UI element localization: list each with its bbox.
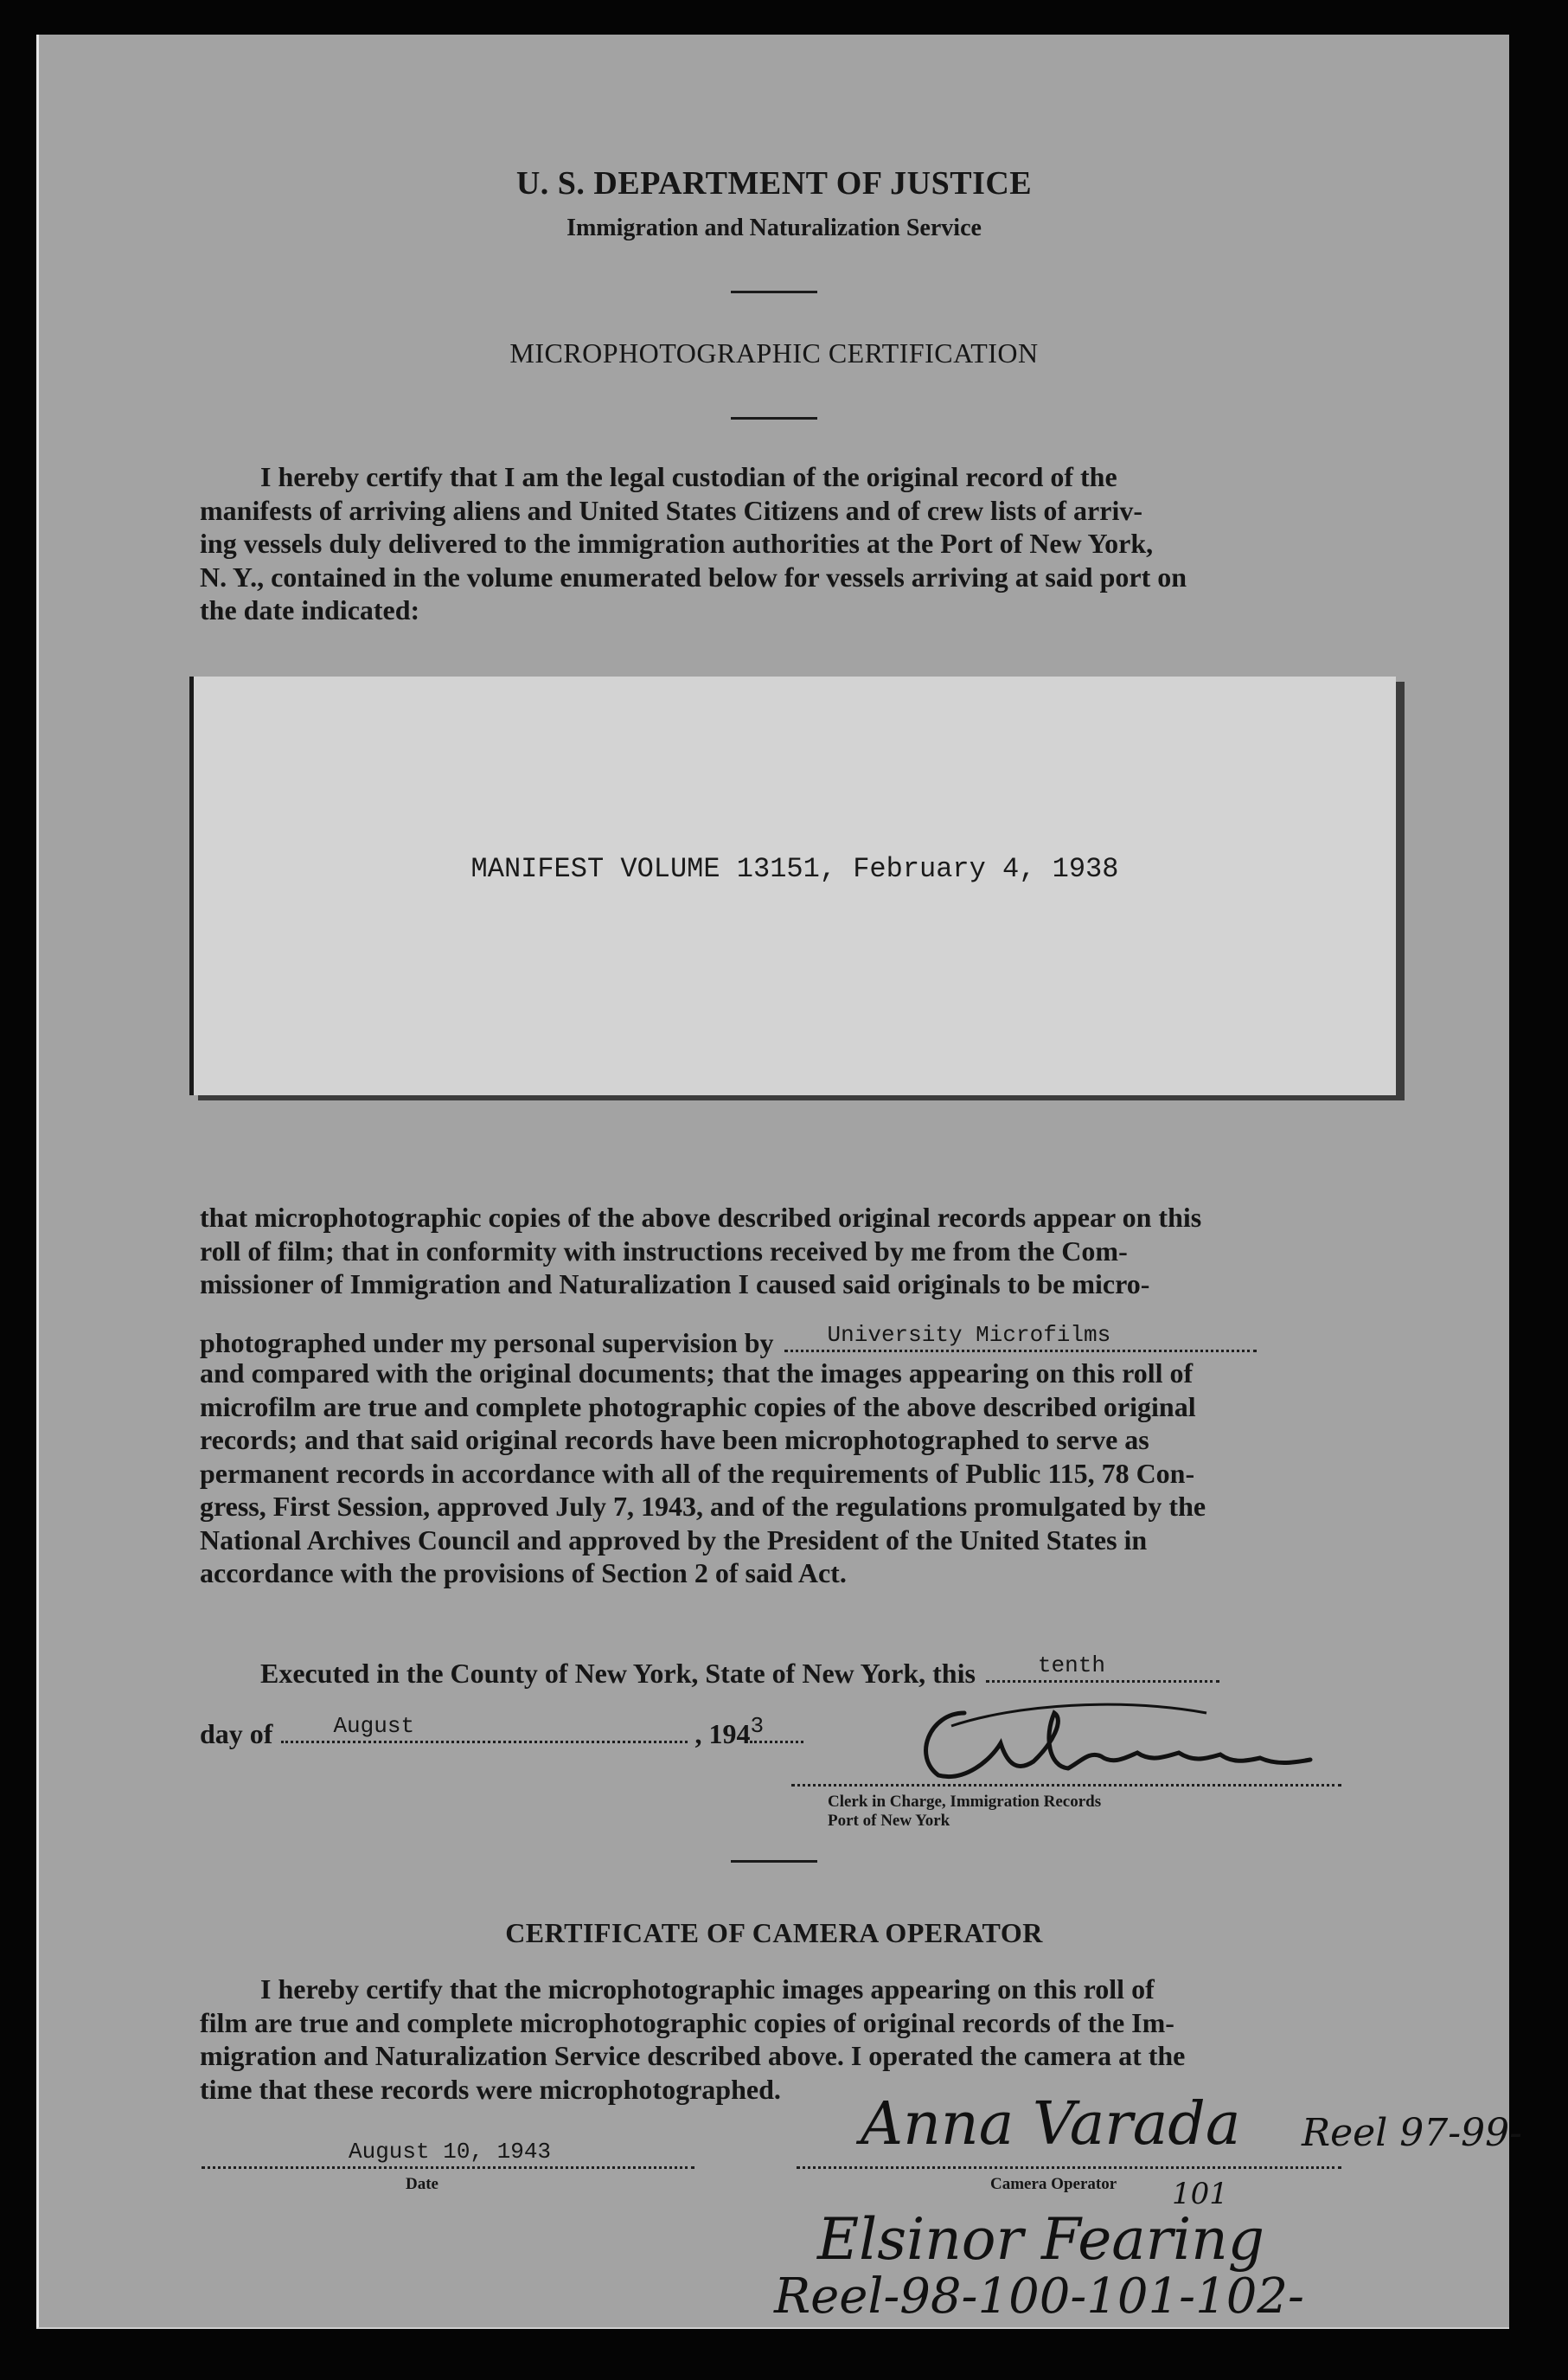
operator-signature-line [797, 2166, 1341, 2169]
day-of-label: day of [200, 1718, 273, 1749]
operator-date-field [202, 2137, 694, 2169]
supervision-prefix: photographed under my personal supervision by [200, 1327, 774, 1358]
body-paragraph-b [200, 1357, 1388, 1590]
intro-line: I hereby certify that I am the legal custodian of the original record of the [260, 461, 1117, 492]
year-comma: , [694, 1718, 709, 1749]
body-line: accordance with the provisions of Section 2 of said Act. [200, 1557, 847, 1588]
certification-title: MICROPHOTOGRAPHIC CERTIFICATION [509, 337, 1039, 369]
body-line: permanent records in accordance with all of the requirements of Public 115, 78 Con- [200, 1457, 1195, 1489]
operator-certificate-title: CERTIFICATE OF CAMERA OPERATOR [505, 1917, 1043, 1948]
operator-line: migration and Naturalization Service described above. I operated the camera at the [200, 2040, 1186, 2071]
operator-line: film are true and complete microphotographic copies of original records of the Im- [200, 2006, 1174, 2038]
body-line: gress, First Session, approved July 7, 1943, and of the regulations promulgated by the [200, 1491, 1206, 1522]
body-line: missioner of Immigration and Naturalization I caused said originals to be micro- [200, 1268, 1150, 1299]
body-line: National Archives Council and approved by the President of the United States in [200, 1524, 1148, 1556]
operator-handwritten-name: Anna Varada [861, 2090, 1241, 2159]
intro-paragraph [200, 460, 1388, 627]
divider [731, 291, 817, 293]
body-line: roll of film; that in conformity with instructions received by me from the Com- [200, 1235, 1128, 1267]
intro-line: manifests of arriving aliens and United States Citizens and of crew lists of arriv- [200, 494, 1142, 526]
clerk-title-line2: Port of New York [828, 1812, 950, 1830]
supervision-line [200, 1324, 1257, 1359]
service-subheading: Immigration and Naturalization Service [566, 215, 982, 241]
executed-prefix: Executed in the County of New York, State of New York, this [260, 1658, 976, 1689]
manifest-volume-card [189, 677, 1396, 1095]
body-line: microfilm are true and complete photographic copies of the above described original [200, 1390, 1196, 1422]
operator-line: I hereby certify that the microphotographic images appearing on this roll of [260, 1973, 1155, 2005]
year-field [750, 1715, 803, 1743]
month-field [281, 1715, 688, 1743]
operator-handwritten-reel-extra: 101 [1172, 2177, 1228, 2211]
intro-line: the date indicated: [200, 594, 420, 625]
intro-line: ing vessels duly delivered to the immigration authorities at the Port of New York, [200, 528, 1154, 559]
clerk-title-line1: Clerk in Charge, Immigration Records [828, 1793, 1102, 1811]
operator-label: Camera Operator [990, 2175, 1117, 2193]
day-of-line [200, 1715, 803, 1750]
divider [731, 417, 817, 420]
divider [731, 1860, 817, 1863]
body-paragraph-a [200, 1201, 1388, 1301]
certificate-sheet [36, 35, 1522, 2329]
month-value: August [333, 1713, 415, 1739]
operator-date-value: August 10, 1943 [349, 2139, 552, 2165]
operator-handwritten-reel: Reel 97-99- [1302, 2111, 1522, 2155]
manifest-volume-text: MANIFEST VOLUME 13151, February 4, 1938 [470, 853, 1119, 885]
supervision-field [784, 1324, 1257, 1352]
second-operator-handwritten-name: Elsinor Fearing [817, 2206, 1265, 2273]
body-line: records; and that said original records have been microphotographed to serve as [200, 1424, 1149, 1455]
second-operator-handwritten-reels: Reel-98-100-101-102- [774, 2268, 1304, 2325]
body-line: and compared with the original documents; that the images appearing on this roll of [200, 1357, 1194, 1389]
operator-line: time that these records were microphotographed. [200, 2073, 781, 2105]
clerk-signature [904, 1678, 1354, 1791]
intro-line: N. Y., contained in the volume enumerated below for vessels arriving at said port on [200, 561, 1187, 593]
executed-day-value: tenth [1037, 1652, 1105, 1678]
department-heading: U. S. DEPARTMENT OF JUSTICE [515, 165, 1033, 202]
year-prefix: 194 [708, 1718, 751, 1749]
body-line: that microphotographic copies of the above described original records appear on this [200, 1202, 1202, 1233]
operator-date-label: Date [406, 2175, 438, 2193]
supervision-name: University Microfilms [827, 1322, 1111, 1348]
year-value: 3 [750, 1713, 765, 1739]
clerk-title [828, 1793, 1101, 1831]
operator-paragraph [200, 1973, 1388, 2106]
